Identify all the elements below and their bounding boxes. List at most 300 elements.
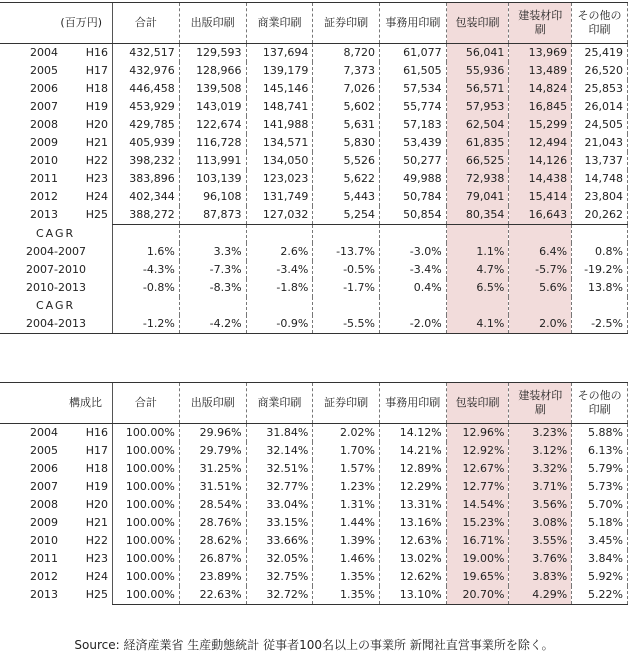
data-cell: 12.96%: [446, 424, 509, 443]
cagr-cell: -0.9%: [246, 315, 313, 334]
year-label: 2009: [30, 516, 58, 529]
data-cell: 429,785: [113, 116, 180, 134]
cagr-cell: -1.2%: [113, 315, 180, 334]
data-cell: 128,966: [179, 62, 246, 80]
cagr-label: CAGR: [36, 299, 76, 312]
data-cell: 12.67%: [446, 460, 509, 478]
column-header: 商業印刷: [246, 383, 313, 424]
data-cell: 12.77%: [446, 478, 509, 496]
cagr-cell: -13.7%: [313, 243, 380, 261]
data-cell: 453,929: [113, 98, 180, 116]
data-cell: 1.70%: [313, 442, 380, 460]
table-row: [0, 532, 628, 550]
cagr-header-row: [0, 297, 628, 315]
cagr-cell: -3.4%: [246, 261, 313, 279]
data-cell: 13.02%: [379, 550, 446, 568]
data-cell: 7,026: [313, 80, 380, 98]
empty-cell: [246, 225, 313, 244]
data-cell: 100.00%: [113, 568, 180, 586]
data-cell: 15,299: [509, 116, 572, 134]
year-label: 2012: [30, 570, 58, 583]
data-cell: 24,505: [572, 116, 628, 134]
table-row: [0, 424, 628, 443]
data-cell: 388,272: [113, 206, 180, 225]
column-header: 証券印刷: [313, 383, 380, 424]
cagr-cell: -3.4%: [380, 261, 447, 279]
heisei-label: H22: [85, 534, 108, 547]
data-cell: 123,023: [246, 170, 313, 188]
row-label: [0, 478, 113, 496]
data-cell: 19.00%: [446, 550, 509, 568]
data-cell: 113,991: [179, 152, 246, 170]
cagr-cell: -2.0%: [380, 315, 447, 334]
data-cell: 1.57%: [313, 460, 380, 478]
column-header: 商業印刷: [246, 3, 313, 44]
column-header: 出版印刷: [179, 383, 246, 424]
data-cell: 127,032: [246, 206, 313, 225]
data-cell: 15,414: [509, 188, 572, 206]
data-cell: 26,520: [572, 62, 628, 80]
production-value-table: [0, 2, 628, 334]
data-cell: 5.70%: [572, 496, 628, 514]
year-label: 2010: [30, 534, 58, 547]
cagr-cell: -4.2%: [179, 315, 246, 334]
data-cell: 143,019: [179, 98, 246, 116]
data-cell: 32.72%: [246, 586, 313, 605]
data-cell: 61,835: [446, 134, 509, 152]
data-cell: 62,504: [446, 116, 509, 134]
period-label: 2010-2013: [26, 281, 86, 294]
data-cell: 55,774: [380, 98, 447, 116]
data-cell: 1.31%: [313, 496, 380, 514]
empty-cell: [113, 297, 180, 315]
table-row: [0, 80, 628, 98]
cagr-cell: -4.3%: [113, 261, 180, 279]
row-label: [0, 44, 113, 63]
data-cell: 12.89%: [379, 460, 446, 478]
table-row: [0, 496, 628, 514]
row-label: [0, 134, 113, 152]
column-header: 包装印刷: [446, 3, 509, 44]
data-cell: 15.23%: [446, 514, 509, 532]
data-cell: 3.08%: [509, 514, 572, 532]
cagr-cell: 0.8%: [572, 243, 628, 261]
cagr-cell: -5.5%: [313, 315, 380, 334]
data-cell: 134,050: [246, 152, 313, 170]
cagr-cell: 3.3%: [179, 243, 246, 261]
row-label: [0, 550, 113, 568]
cagr-cell: -19.2%: [572, 261, 628, 279]
data-cell: 13.16%: [379, 514, 446, 532]
cagr-row: [0, 243, 628, 261]
data-cell: 1.44%: [313, 514, 380, 532]
data-cell: 1.35%: [313, 586, 380, 605]
data-cell: 14.12%: [379, 424, 446, 443]
heisei-label: H16: [85, 426, 108, 439]
data-cell: 3.83%: [509, 568, 572, 586]
data-cell: 53,439: [380, 134, 447, 152]
data-cell: 5,830: [313, 134, 380, 152]
empty-cell: [246, 297, 313, 315]
row-label: [0, 206, 113, 225]
table-row: [0, 170, 628, 188]
heisei-label: H19: [85, 480, 108, 493]
cagr-cell: -1.8%: [246, 279, 313, 297]
data-cell: 32.51%: [246, 460, 313, 478]
row-label: [0, 188, 113, 206]
table-row: [0, 188, 628, 206]
row-label: [0, 62, 113, 80]
data-cell: 55,936: [446, 62, 509, 80]
empty-cell: [380, 225, 447, 244]
data-cell: 5.88%: [572, 424, 628, 443]
data-cell: 50,277: [380, 152, 447, 170]
cagr-cell: 6.5%: [446, 279, 509, 297]
data-cell: 5.79%: [572, 460, 628, 478]
empty-cell: [313, 297, 380, 315]
data-cell: 5,254: [313, 206, 380, 225]
data-cell: 103,139: [179, 170, 246, 188]
data-cell: 139,179: [246, 62, 313, 80]
column-header: 建装材印刷: [509, 383, 572, 424]
data-cell: 3.76%: [509, 550, 572, 568]
data-cell: 96,108: [179, 188, 246, 206]
table-row: [0, 62, 628, 80]
period-label: 2004-2007: [26, 245, 86, 258]
composition-ratio-table: [0, 382, 628, 605]
data-cell: 32.05%: [246, 550, 313, 568]
column-header: 出版印刷: [179, 3, 246, 44]
data-cell: 3.32%: [509, 460, 572, 478]
heisei-label: H17: [85, 64, 108, 77]
empty-cell: [179, 297, 246, 315]
cagr-row: [0, 279, 628, 297]
data-cell: 446,458: [113, 80, 180, 98]
data-cell: 3.12%: [509, 442, 572, 460]
data-cell: 383,896: [113, 170, 180, 188]
data-cell: 3.84%: [572, 550, 628, 568]
cagr-cell: -3.0%: [380, 243, 447, 261]
data-cell: 432,517: [113, 44, 180, 63]
data-cell: 12.92%: [446, 442, 509, 460]
data-cell: 6.13%: [572, 442, 628, 460]
data-cell: 5.22%: [572, 586, 628, 605]
data-cell: 100.00%: [113, 514, 180, 532]
data-cell: 13,969: [509, 44, 572, 63]
row-label: [0, 496, 113, 514]
data-cell: 5,622: [313, 170, 380, 188]
data-cell: 4.29%: [509, 586, 572, 605]
data-cell: 134,571: [246, 134, 313, 152]
data-cell: 32.77%: [246, 478, 313, 496]
data-cell: 139,508: [179, 80, 246, 98]
cagr-cell: 1.6%: [113, 243, 180, 261]
cagr-cell: 5.6%: [509, 279, 572, 297]
data-cell: 32.14%: [246, 442, 313, 460]
table-row: [0, 44, 628, 63]
cagr-cell: 1.1%: [446, 243, 509, 261]
data-cell: 23,804: [572, 188, 628, 206]
data-cell: 13,489: [509, 62, 572, 80]
column-header: 合計: [113, 3, 180, 44]
year-label: 2008: [30, 118, 58, 131]
heisei-label: H21: [85, 516, 108, 529]
data-cell: 87,873: [179, 206, 246, 225]
year-label: 2005: [30, 64, 58, 77]
row-label: [0, 424, 113, 443]
column-header: 事務用印刷: [379, 383, 446, 424]
row-label: [0, 170, 113, 188]
table-row: [0, 134, 628, 152]
table-row: [0, 586, 628, 605]
data-cell: 25,853: [572, 80, 628, 98]
data-cell: 14.54%: [446, 496, 509, 514]
column-header: 建装材印刷: [509, 3, 572, 44]
data-cell: 3.55%: [509, 532, 572, 550]
data-cell: 80,354: [446, 206, 509, 225]
heisei-label: H23: [85, 552, 108, 565]
heisei-label: H25: [85, 208, 108, 222]
row-label: [0, 586, 113, 605]
data-cell: 14,126: [509, 152, 572, 170]
empty-cell: [572, 225, 628, 244]
data-cell: 57,183: [380, 116, 447, 134]
data-cell: 12.63%: [379, 532, 446, 550]
data-cell: 100.00%: [113, 550, 180, 568]
column-header: 構成比: [0, 383, 113, 424]
data-cell: 66,525: [446, 152, 509, 170]
data-cell: 8,720: [313, 44, 380, 63]
cagr-cell: -8.3%: [179, 279, 246, 297]
data-cell: 3.45%: [572, 532, 628, 550]
data-cell: 5,526: [313, 152, 380, 170]
row-label: [0, 152, 113, 170]
year-label: 2005: [30, 444, 58, 457]
cagr-cell: -1.7%: [313, 279, 380, 297]
cagr-cell: -0.5%: [313, 261, 380, 279]
data-cell: 28.54%: [179, 496, 246, 514]
column-header: 包装印刷: [446, 383, 509, 424]
heisei-label: H22: [85, 154, 108, 167]
data-cell: 28.62%: [179, 532, 246, 550]
heisei-label: H24: [85, 190, 108, 203]
cagr-row: [0, 315, 628, 334]
data-cell: 5.92%: [572, 568, 628, 586]
cagr-cell: 2.0%: [509, 315, 572, 334]
data-cell: 141,988: [246, 116, 313, 134]
heisei-label: H23: [85, 172, 108, 185]
empty-cell: [446, 297, 509, 315]
data-cell: 29.79%: [179, 442, 246, 460]
data-cell: 16,643: [509, 206, 572, 225]
cagr-cell: 0.4%: [380, 279, 447, 297]
table-row: [0, 478, 628, 496]
data-cell: 5,602: [313, 98, 380, 116]
cagr-label: CAGR: [36, 226, 76, 240]
data-cell: 56,041: [446, 44, 509, 63]
data-cell: 402,344: [113, 188, 180, 206]
year-label: 2011: [30, 172, 58, 185]
year-label: 2004: [30, 46, 58, 59]
year-label: 2009: [30, 136, 58, 149]
data-cell: 33.04%: [246, 496, 313, 514]
data-cell: 1.39%: [313, 532, 380, 550]
data-cell: 100.00%: [113, 460, 180, 478]
data-cell: 26,014: [572, 98, 628, 116]
table-row: [0, 568, 628, 586]
data-cell: 3.23%: [509, 424, 572, 443]
empty-cell: [313, 225, 380, 244]
data-cell: 57,953: [446, 98, 509, 116]
data-cell: 20,262: [572, 206, 628, 225]
data-cell: 32.75%: [246, 568, 313, 586]
heisei-label: H19: [85, 100, 108, 113]
year-label: 2013: [30, 208, 58, 222]
column-header: 事務用印刷: [380, 3, 447, 44]
cagr-cell: -7.3%: [179, 261, 246, 279]
data-cell: 1.46%: [313, 550, 380, 568]
data-cell: 100.00%: [113, 442, 180, 460]
row-label: [0, 80, 113, 98]
data-cell: 33.66%: [246, 532, 313, 550]
data-cell: 432,976: [113, 62, 180, 80]
data-cell: 12.29%: [379, 478, 446, 496]
data-cell: 1.35%: [313, 568, 380, 586]
data-cell: 5.18%: [572, 514, 628, 532]
heisei-label: H17: [85, 444, 108, 457]
column-header: 合計: [113, 383, 180, 424]
data-cell: 2.02%: [313, 424, 380, 443]
table-row: [0, 550, 628, 568]
data-cell: 122,674: [179, 116, 246, 134]
year-label: 2004: [30, 426, 58, 439]
year-label: 2007: [30, 100, 58, 113]
data-cell: 50,854: [380, 206, 447, 225]
data-cell: 16,845: [509, 98, 572, 116]
data-cell: 14,748: [572, 170, 628, 188]
data-cell: 31.51%: [179, 478, 246, 496]
year-label: 2011: [30, 552, 58, 565]
data-cell: 148,741: [246, 98, 313, 116]
table-row: [0, 152, 628, 170]
data-cell: 21,043: [572, 134, 628, 152]
year-label: 2010: [30, 154, 58, 167]
heisei-label: H24: [85, 570, 108, 583]
column-header: その他の印刷: [572, 3, 628, 44]
data-cell: 61,505: [380, 62, 447, 80]
year-label: 2006: [30, 462, 58, 475]
data-cell: 31.25%: [179, 460, 246, 478]
data-cell: 16.71%: [446, 532, 509, 550]
heisei-label: H21: [85, 136, 108, 149]
table-row: [0, 98, 628, 116]
heisei-label: H18: [85, 82, 108, 95]
empty-cell: [179, 225, 246, 244]
empty-cell: [446, 225, 509, 244]
row-label: [0, 514, 113, 532]
table-row: [0, 442, 628, 460]
heisei-label: H20: [85, 498, 108, 511]
heisei-label: H25: [85, 588, 108, 602]
header-row: [0, 3, 628, 44]
data-cell: 14,824: [509, 80, 572, 98]
table-row: [0, 206, 628, 225]
cagr-cell: -5.7%: [509, 261, 572, 279]
data-cell: 22.63%: [179, 586, 246, 605]
row-label: [0, 116, 113, 134]
empty-cell: [509, 225, 572, 244]
column-header: 証券印刷: [313, 3, 380, 44]
data-cell: 31.84%: [246, 424, 313, 443]
row-label: [0, 460, 113, 478]
data-cell: 19.65%: [446, 568, 509, 586]
data-cell: 72,938: [446, 170, 509, 188]
table-row: [0, 460, 628, 478]
data-cell: 3.56%: [509, 496, 572, 514]
table-row: [0, 514, 628, 532]
data-cell: 137,694: [246, 44, 313, 63]
data-cell: 100.00%: [113, 586, 180, 605]
heisei-label: H16: [85, 46, 108, 59]
data-cell: 25,419: [572, 44, 628, 63]
data-cell: 12.62%: [379, 568, 446, 586]
data-cell: 129,593: [179, 44, 246, 63]
row-label: [0, 532, 113, 550]
data-cell: 61,077: [380, 44, 447, 63]
data-cell: 13,737: [572, 152, 628, 170]
data-cell: 13.10%: [379, 586, 446, 605]
data-cell: 57,534: [380, 80, 447, 98]
data-cell: 131,749: [246, 188, 313, 206]
year-label: 2008: [30, 498, 58, 511]
data-cell: 100.00%: [113, 478, 180, 496]
empty-cell: [572, 297, 628, 315]
data-cell: 398,232: [113, 152, 180, 170]
cagr-cell: 4.7%: [446, 261, 509, 279]
cagr-row: [0, 261, 628, 279]
empty-cell: [380, 297, 447, 315]
data-cell: 5.73%: [572, 478, 628, 496]
cagr-cell: 4.1%: [446, 315, 509, 334]
data-cell: 1.23%: [313, 478, 380, 496]
data-cell: 14.21%: [379, 442, 446, 460]
data-cell: 50,784: [380, 188, 447, 206]
column-header: (百万円): [0, 3, 113, 44]
column-header: その他の印刷: [572, 383, 628, 424]
data-cell: 5,631: [313, 116, 380, 134]
data-cell: 29.96%: [179, 424, 246, 443]
year-label: 2006: [30, 82, 58, 95]
cagr-cell: 6.4%: [509, 243, 572, 261]
table-row: [0, 116, 628, 134]
year-label: 2013: [30, 588, 58, 602]
empty-cell: [509, 297, 572, 315]
data-cell: 145,146: [246, 80, 313, 98]
data-cell: 7,373: [313, 62, 380, 80]
year-label: 2012: [30, 190, 58, 203]
data-cell: 100.00%: [113, 496, 180, 514]
cagr-header-row: [0, 225, 628, 244]
heisei-label: H20: [85, 118, 108, 131]
year-label: 2007: [30, 480, 58, 493]
data-cell: 26.87%: [179, 550, 246, 568]
data-cell: 14,438: [509, 170, 572, 188]
empty-cell: [113, 225, 180, 244]
data-cell: 13.31%: [379, 496, 446, 514]
data-cell: 23.89%: [179, 568, 246, 586]
header-row: [0, 383, 628, 424]
heisei-label: H18: [85, 462, 108, 475]
